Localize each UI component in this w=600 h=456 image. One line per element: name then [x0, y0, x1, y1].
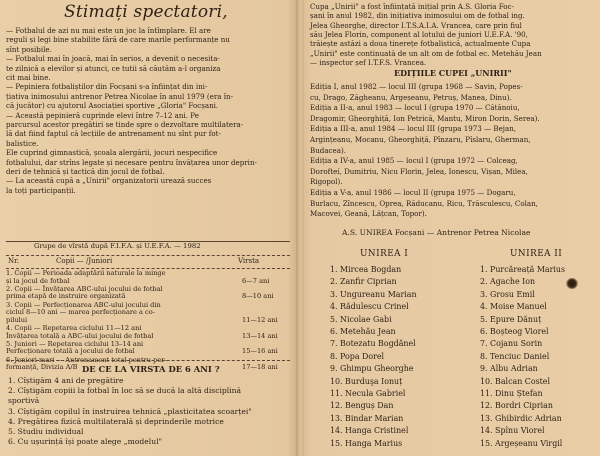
table-row-description-line: și la jocul de fotbal: [6, 276, 70, 285]
intro-line: parcursul acestor pregătiri se tinde spre o dezvoltare multilatera-: [6, 120, 244, 129]
cup-history-line: „Unirii" este continuată de un alt om de fotbal ec. Metehău Jean: [310, 48, 542, 58]
roster-1-player: 1. Mircea Bogdan: [330, 265, 402, 274]
table-row-description: [6, 270, 238, 285]
table-row-description-line: ciclul 8—10 ani — marea perfecționare a co-: [6, 308, 155, 317]
table-caption-rule: [6, 255, 290, 256]
table-row-description: [6, 325, 238, 340]
table-row-description-line: 4. Copii — Repetarea ciclului 11—12 ani: [6, 324, 142, 332]
edition-line: Ediția a IV-a, anul 1985 — locul I (grupa 1972 — Colceag,: [310, 156, 518, 166]
edition-line: Ediția a II-a, anul 1983 — locul I (grupa 1970 — Cătănoiu,: [310, 103, 520, 113]
roster-1-player: 5. Nicolae Gabi: [330, 314, 392, 324]
intro-line: lă dat fiind faptul că lecțiile de antrenament nu sînt pur fot-: [6, 129, 221, 139]
intro-line: — Pepiniera fotbaliștilor din Focșani s-a înființat din ini-: [6, 82, 208, 92]
table-caption: Grupe de vîrstă după F.I.F.A. și U.E.F.A. — 1982: [34, 242, 201, 250]
table-row-description-line: 6. Juniori mari — Antrenament total pentru per-: [6, 355, 167, 364]
right-page: [304, 0, 600, 456]
cup-history-line: șani în anul 1982, din inițiativa inimosului om de fotbal ing.: [310, 11, 525, 21]
intro-line: sînt posibile.: [6, 44, 52, 54]
table-row-description-line: 2. Copii — Învățarea ABC-ului jocului de fotbal: [6, 284, 163, 293]
why-item: 3. Cîștigăm copilul în instruirea tehnică „plasticitatea scoarței": [8, 406, 252, 416]
roster-2-player: 10. Balcan Costel: [480, 376, 550, 386]
team-unirea-1: UNIREA I: [360, 249, 409, 259]
table-row-description-line: 5. Juniori — Repetarea ciclului 13–14 ani: [6, 339, 144, 348]
table-row-description-line: pilului: [6, 315, 28, 324]
roster-2-player: 4. Moise Manuel: [480, 302, 547, 312]
roster-2-player: 3. Grosu Emil: [480, 289, 535, 299]
cup-history-line: — inspector șef I.T.F.S. Vrancea.: [310, 57, 427, 67]
edition-line: Ediția a III-a, anul 1984 — locul III (grupa 1973 — Bejan,: [310, 124, 517, 134]
table-row-description-line: prima etapă de instruire organizată: [6, 292, 126, 301]
roster-1-player: 11. Necula Gabriel: [330, 389, 406, 398]
table-row-age: 8—10 ani: [242, 292, 274, 301]
table-row-description-line: formanță, Divizia A/B: [6, 363, 78, 372]
intro-line: — Fotbalul de azi nu mai este un joc la întîmplare. El are: [6, 26, 211, 35]
intro-line: — La această cupă a „Unirii" organizatorii urează succes: [6, 176, 212, 186]
table-row-description-line: 3. Copii — Perfecționarea ABC-ului jocului din: [6, 300, 161, 309]
cup-history-line: său Jelea Florin, component al lotului de juniori U.E.F.A. '90,: [310, 29, 528, 39]
intro-line: că jucător) cu ajutorul Asociației sportive „Gloria" Focșani.: [6, 101, 219, 111]
roster-1-player: 14. Hanga Cristinel: [330, 426, 409, 436]
intro-line: țiativa inimosului antrenor Petrea Nicolae în anul 1979 (era în-: [6, 91, 233, 101]
club-line: A.S. UNIREA Focșani — Antrenor Petrea Nicolae: [342, 228, 531, 237]
table-row-description: [6, 341, 238, 356]
intro-line: reguli și legi bine stabilite fără de care marile performanțe nu: [6, 35, 230, 45]
intro-line: te zilnică a elevilor și atunci, ce tutii să căutăm a-l organiza: [6, 63, 221, 73]
table-bottom-rule: [6, 360, 290, 361]
roster-1-player: 9. Ghimpu Gheorghe: [330, 364, 414, 374]
table-row-description: [6, 286, 238, 301]
roster-2-player: 1. Purcăreață Marius: [480, 265, 566, 274]
edition-line: Rigopol).: [310, 177, 343, 187]
page-title: Stimați spectatori,: [64, 2, 228, 22]
roster-1-player: 3. Ungureanu Marian: [330, 289, 417, 299]
edition-line: Dorofteí, Dumitriu, Nicu Florin, Jelea, Ionescu, Vișan, Milea,: [310, 166, 528, 176]
cup-history-line: Jelea Gheorghe, director I.T.S.A.I.A. Vrancea, care prin fiul: [310, 20, 522, 30]
intro-line: fotbalului, dar strîns legate și necesare pentru învățarea unor deprin-: [6, 157, 257, 167]
why-item: 2. Cîștigăm copiii la fotbal în loc să se ducă la altă disciplină: [8, 386, 242, 396]
edition-line: cu, Drago, Zăgheanu, Argeșeanu, Petruș, Manea, Dinu).: [310, 92, 512, 102]
table-row-description: [6, 302, 238, 325]
edition-line: Macovei, Geană, Lățcan, Topor).: [310, 209, 427, 219]
table-header-groups: Copii — /Juniori: [56, 257, 113, 265]
table-row-description-line: Perfecționare totală a jocului de fotbal: [6, 347, 135, 356]
why-item: sportivă: [8, 396, 40, 406]
intro-line: la toți participanții.: [6, 185, 76, 195]
why-item: 5. Studiu individual: [8, 427, 84, 436]
edition-line: Dragomir, Gheorghiță, Ion Petrică, Mantu, Miron Dorin, Serea).: [310, 113, 540, 123]
intro-line: balistice.: [6, 138, 39, 148]
roster-1-player: 12. Benguș Dan: [330, 401, 394, 411]
intro-line: — Fotbalul mai în joacă, mai în serios, a devenit o necesita-: [6, 54, 220, 64]
table-header-nr: Nr.: [8, 257, 19, 265]
roster-1-player: 6. Metehău Jean: [330, 327, 396, 336]
intro-line: deri de tehnică și tactică din jocul de fotbal.: [6, 167, 165, 176]
roster-2-player: 12. Bordri Ciprian: [480, 401, 553, 411]
roster-1-player: 2. Zanfir Ciprian: [330, 277, 397, 287]
roster-1-player: 13. Bindar Marian: [330, 413, 404, 423]
roster-2-player: 2. Agache Ion: [480, 277, 536, 287]
why-item: 6. Cu ușurință își poate alege „modelul": [8, 437, 163, 447]
roster-2-player: 7. Cojanu Sorin: [480, 339, 543, 349]
edition-line: Burlacu, Zîncescu, Oprea, Răducanu, Ricu, Trăsculescu, Colan,: [310, 198, 538, 208]
roster-2-player: 8. Tenciuc Daniel: [480, 351, 550, 361]
edition-line: Argințeanu, Mocanu, Gheorghiță, Pînzaru, Pîslaru, Gherman,: [310, 135, 531, 144]
edition-line: Budacea).: [310, 145, 346, 155]
roster-1-player: 7. Botezatu Bogdănel: [330, 339, 416, 349]
intro-line: cit mai bine.: [6, 73, 51, 82]
table-row-description-line: 1. Copii — Perioada adaptării naturale la minge: [6, 269, 166, 277]
why-item: 4. Pregătirea fizică multilaterală și deprinderile motrice: [8, 416, 224, 426]
table-row-age: 11—12 ani: [242, 315, 278, 324]
center-fold: [296, 0, 304, 456]
roster-1-player: 15. Hanga Marius: [330, 438, 403, 448]
intro-line: Ele cuprind gimnastică, școala alergării, jocuri nespecifice: [6, 148, 218, 158]
intro-line: — Această pepinieră cuprinde elevi între 7–12 ani. Pe: [6, 110, 199, 120]
table-row-age: 13—14 ani: [242, 331, 278, 340]
editions-title: EDIȚIILE CUPEI „UNIRII": [394, 68, 512, 78]
team-unirea-2: UNIREA II: [510, 249, 563, 259]
edition-line: Ediția a V-a, anul 1986 — locul II (grupa 1975 — Dogaru,: [310, 188, 516, 197]
roster-2-player: 13. Ghibirdic Adrian: [480, 413, 562, 423]
table-row-age: 6—7 ani: [242, 276, 270, 285]
roster-1-player: 10. Burduşa Ionuț: [330, 376, 403, 386]
roster-2-player: 11. Dinu Ștefan: [480, 389, 543, 398]
edition-line: Ediția I, anul 1982 — locul III (grupa 1968 — Savin, Popes-: [310, 82, 523, 91]
ink-stain: [566, 278, 578, 289]
table-row-age: 15—16 ani: [242, 347, 278, 356]
table-header-age: Virsta: [238, 257, 260, 265]
left-page: [0, 0, 296, 456]
roster-2-player: 14. Spînu Viorel: [480, 426, 545, 436]
roster-2-player: 6. Boșteog Viorel: [480, 327, 549, 336]
roster-2-player: 5. Epure Dănuț: [480, 314, 542, 324]
roster-2-player: 9. Albu Adrian: [480, 364, 538, 374]
why-title: DE CE LA VIRSTA DE 6 ANI ?: [82, 364, 220, 374]
roster-2-player: 15. Argeșeanu Virgil: [480, 438, 563, 448]
roster-1-player: 4. Rădulescu Crinel: [330, 302, 409, 312]
table-row-age: 17—18 ani: [242, 363, 278, 372]
table-row-description-line: Învățarea totală a ABC-ului jocului de fotbal: [6, 331, 154, 340]
cup-history-line: Cupa „Unirii" a fost înființată inițial prin A.S. Gloria Foc-: [310, 2, 514, 11]
roster-1-player: 8. Popa Dorel: [330, 351, 385, 361]
why-item: 1. Cîștigăm 4 ani de pregătire: [8, 376, 124, 385]
cup-history-line: trăiește astăzi a doua tinerețe fotbalistică, actualmente Cupa: [310, 39, 531, 49]
